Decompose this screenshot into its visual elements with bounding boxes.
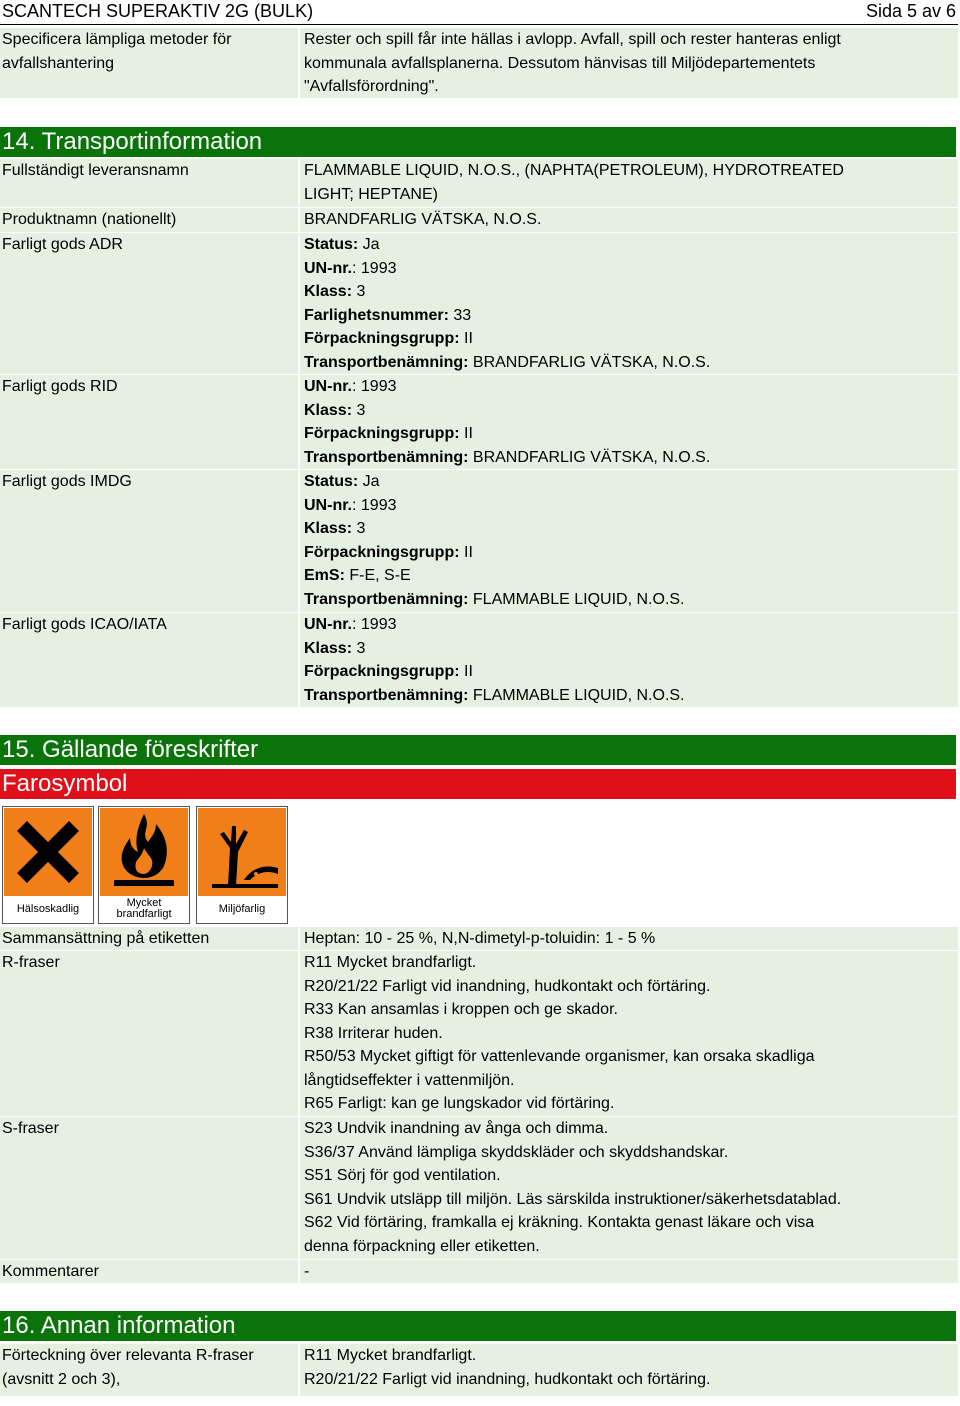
label-composition-value: Heptan: 10 - 25 %, N,N-dimetyl-p-toluidin: 1 - 5 %: [300, 927, 958, 950]
r-phrase: R50/53 Mycket giftigt för vattenlevande organismer, kan orsaka skadliga: [304, 1048, 815, 1065]
adr-value: [300, 233, 958, 374]
shipping-name-line: LIGHT; HEPTANE): [304, 185, 438, 203]
environment-caption: Miljöfarlig: [218, 902, 266, 915]
page-number: Sida 5 av 6: [865, 1, 956, 21]
r-phrase: R20/21/22 Farligt vid inandning, hudkontakt och förtäring.: [304, 977, 711, 995]
imdg-forpackningsgrupp: Förpackningsgrupp: II: [304, 543, 473, 561]
shipping-name-row: [0, 159, 958, 207]
relevant-label-line: (avsnitt 2 och 3),: [2, 1370, 121, 1388]
section-16-heading: 16. Annan information: [0, 1311, 956, 1341]
relevant-r-phrases-value: [300, 1344, 958, 1396]
document-title: SCANTECH SUPERAKTIV 2G (BULK): [2, 1, 314, 21]
environment-symbol: [196, 806, 288, 924]
national-name-row: [0, 208, 958, 232]
relevant-r-phrase: R11 Mycket brandfarligt.: [304, 1347, 477, 1364]
adr-farlighetsnummer: Farlighetsnummer: 33: [304, 306, 472, 324]
icao-row: [0, 613, 958, 707]
r-phrases-label: R-fraser: [0, 951, 298, 1116]
imdg-klass: Klass: 3: [304, 520, 366, 537]
imdg-un: UN-nr.: 1993: [304, 496, 397, 514]
relevant-r-phrases-row: [0, 1344, 958, 1396]
r-phrase: R38 Irriterar huden.: [304, 1024, 443, 1042]
header-divider: [0, 24, 958, 25]
section-14-heading: 14. Transportinformation: [0, 127, 956, 157]
s-phrase: S61 Undvik utsläpp till miljön. Läs särskilda instruktioner/säkerhetsdatablad.: [304, 1190, 842, 1208]
comment-row: [0, 1260, 958, 1283]
adr-label: Farligt gods ADR: [0, 233, 298, 374]
adr-status: Status: Ja: [304, 236, 380, 253]
rid-un: UN-nr.: 1993: [304, 378, 397, 395]
flame-icon: [100, 808, 188, 896]
rid-forpackningsgrupp: Förpackningsgrupp: II: [304, 425, 473, 442]
comment-label: Kommentarer: [0, 1260, 298, 1283]
disposal-value-line: Rester och spill får inte hällas i avlopp. Avfall, spill och rester hanteras enligt: [304, 31, 841, 48]
imdg-label: Farligt gods IMDG: [0, 470, 298, 612]
adr-klass: Klass: 3: [304, 283, 366, 300]
label-composition-label: Sammansättning på etiketten: [0, 927, 298, 950]
rid-value: [300, 375, 958, 469]
rid-klass: Klass: 3: [304, 401, 366, 419]
relevant-r-phrases-label: [0, 1344, 298, 1396]
rid-label: Farligt gods RID: [0, 375, 298, 469]
disposal-value: [300, 28, 958, 98]
shipping-name-label: Fullständigt leveransnamn: [0, 159, 298, 207]
icao-label: Farligt gods ICAO/IATA: [0, 613, 298, 707]
icao-value: [300, 613, 958, 707]
farosymbol-heading: Farosymbol: [0, 769, 956, 799]
adr-transport: Transportbenämning: BRANDFARLIG VÄTSKA, N.O.S.: [304, 353, 711, 371]
harmful-x-icon: [4, 808, 92, 896]
adr-un: UN-nr.: 1993: [304, 259, 397, 277]
adr-forpackningsgrupp: Förpackningsgrupp: II: [304, 330, 473, 347]
disposal-label: [0, 28, 298, 98]
r-phrase: R33 Kan ansamlas i kroppen och ge skador.: [304, 1001, 618, 1018]
harmful-symbol: [2, 806, 94, 924]
s-phrase: S36/37 Använd lämpliga skyddskläder och skyddshandskar.: [304, 1143, 729, 1161]
rid-row: [0, 375, 958, 469]
disposal-value-line: kommunala avfallsplanerna. Dessutom hänvisas till Miljödepartementets: [304, 54, 816, 72]
r-phrase: R11 Mycket brandfarligt.: [304, 954, 477, 971]
r-phrase: R65 Farligt: kan ge lungskador vid förtäring.: [304, 1095, 615, 1112]
flammable-caption: Mycket brandfarligt: [116, 897, 172, 920]
environment-icon: [198, 808, 286, 896]
adr-row: [0, 233, 958, 374]
shipping-name-line: FLAMMABLE LIQUID, N.O.S., (NAPHTA(PETROLEUM), HYDROTREATED: [304, 162, 844, 179]
flammable-symbol: [98, 806, 190, 924]
icao-forpackningsgrupp: Förpackningsgrupp: II: [304, 663, 473, 680]
imdg-status: Status: Ja: [304, 473, 380, 490]
disposal-row: [0, 28, 958, 98]
disposal-label-line: Specificera lämpliga metoder för: [2, 31, 232, 48]
icao-un: UN-nr.: 1993: [304, 616, 397, 633]
imdg-value: [300, 470, 958, 612]
icao-transport: Transportbenämning: FLAMMABLE LIQUID, N.O.S.: [304, 686, 685, 704]
imdg-ems: EmS: F-E, S-E: [304, 567, 411, 584]
imdg-transport: Transportbenämning: FLAMMABLE LIQUID, N.O.S.: [304, 590, 685, 608]
r-phrases-row: [0, 951, 958, 1116]
r-phrases-value: [300, 951, 958, 1116]
section-15-heading: 15. Gällande föreskrifter: [0, 735, 956, 765]
label-composition-row: [0, 927, 958, 950]
rid-transport: Transportbenämning: BRANDFARLIG VÄTSKA, N.O.S.: [304, 448, 711, 466]
national-name-label: Produktnamn (nationellt): [0, 208, 298, 232]
s-phrases-row: [0, 1117, 958, 1259]
relevant-label-line: Förteckning över relevanta R-fraser: [2, 1347, 254, 1364]
comment-value: -: [300, 1260, 958, 1283]
harmful-caption: Hälsoskadlig: [16, 902, 80, 915]
imdg-row: [0, 470, 958, 612]
s-phrases-value: [300, 1117, 958, 1259]
s-phrase: S23 Undvik inandning av ånga och dimma.: [304, 1120, 609, 1137]
icao-klass: Klass: 3: [304, 639, 366, 657]
s-phrases-label: S-fraser: [0, 1117, 298, 1259]
s-phrase: S51 Sörj för god ventilation.: [304, 1167, 501, 1184]
disposal-label-line: avfallshantering: [2, 54, 115, 72]
shipping-name-value: [300, 159, 958, 207]
r-phrase: långtidseffekter i vattenmiljön.: [304, 1071, 515, 1089]
national-name-value: BRANDFARLIG VÄTSKA, N.O.S.: [300, 208, 958, 232]
s-phrase: denna förpackning eller etiketten.: [304, 1237, 540, 1255]
relevant-r-phrase: R20/21/22 Farligt vid inandning, hudkontakt och förtäring.: [304, 1370, 711, 1388]
disposal-value-line: "Avfallsförordning".: [304, 78, 439, 95]
s-phrase: S62 Vid förtäring, framkalla ej kräkning. Kontakta genast läkare och visa: [304, 1214, 815, 1231]
